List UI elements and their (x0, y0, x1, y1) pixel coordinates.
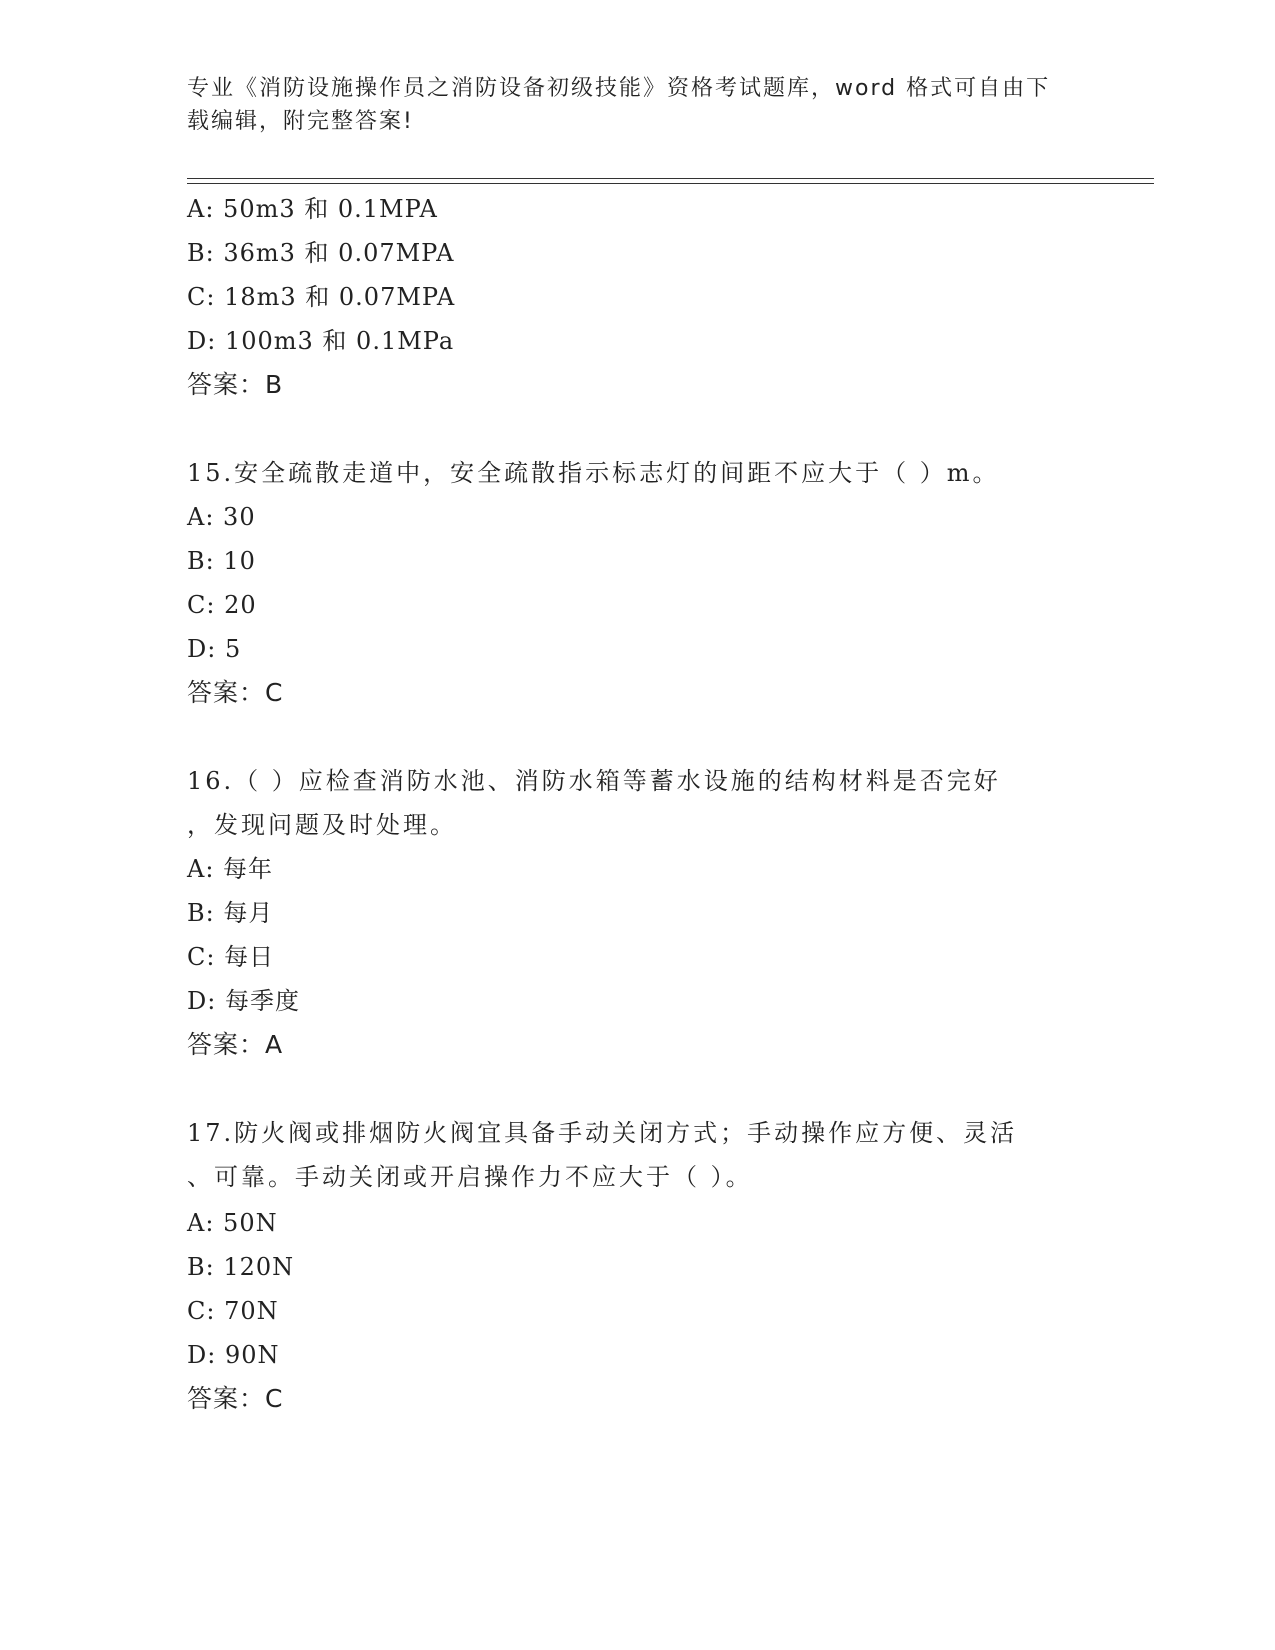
q15-question: 15.安全疏散走道中，安全疏散指示标志灯的间距不应大于（ ）m。 (187, 459, 1000, 487)
q16-option-b: B: 每月 (187, 899, 274, 927)
q16-question-line-2: ，发现问题及时处理。 (187, 811, 457, 839)
header-line-1: 专业《消防设施操作员之消防设备初级技能》资格考试题库，word 格式可自由下 (187, 76, 1051, 101)
q16-question-line-1: 16.（ ）应检查消防水池、消防水箱等蓄水设施的结构材料是否完好 (187, 767, 1001, 795)
q14-option-a: A: 50m3 和 0.1MPA (187, 195, 438, 223)
q14-answer: 答案：B (187, 370, 284, 399)
q15-answer: 答案：C (187, 678, 284, 707)
q16-option-a: A: 每年 (187, 855, 274, 883)
q17-option-d: D: 90N (187, 1341, 280, 1369)
q14-option-b: B: 36m3 和 0.07MPA (187, 239, 455, 267)
q15-option-d: D: 5 (187, 635, 242, 663)
q17-option-c: C: 70N (187, 1297, 279, 1325)
q17-answer: 答案：C (187, 1384, 284, 1413)
q14-option-d: D: 100m3 和 0.1MPa (187, 327, 455, 355)
document-header (187, 72, 1067, 138)
q17-question-line-1: 17.防火阀或排烟防火阀宜具备手动关闭方式；手动操作应方便、灵活 (187, 1119, 1018, 1147)
q15-option-c: C: 20 (187, 591, 257, 619)
q14-option-c: C: 18m3 和 0.07MPA (187, 283, 456, 311)
q15-option-a: A: 30 (187, 503, 256, 531)
header-line-2: 载编辑，附完整答案! (187, 109, 414, 134)
header-divider-bottom (187, 183, 1154, 184)
q16-option-c: C: 每日 (187, 943, 275, 971)
q16-answer: 答案：A (187, 1030, 284, 1059)
q15-option-b: B: 10 (187, 547, 256, 575)
q16-option-d: D: 每季度 (187, 987, 300, 1015)
q17-option-b: B: 120N (187, 1253, 295, 1281)
q17-question-line-2: 、可靠。手动关闭或开启操作力不应大于（ ）。 (187, 1163, 753, 1191)
header-divider-top (187, 178, 1154, 179)
q17-option-a: A: 50N (187, 1209, 278, 1237)
